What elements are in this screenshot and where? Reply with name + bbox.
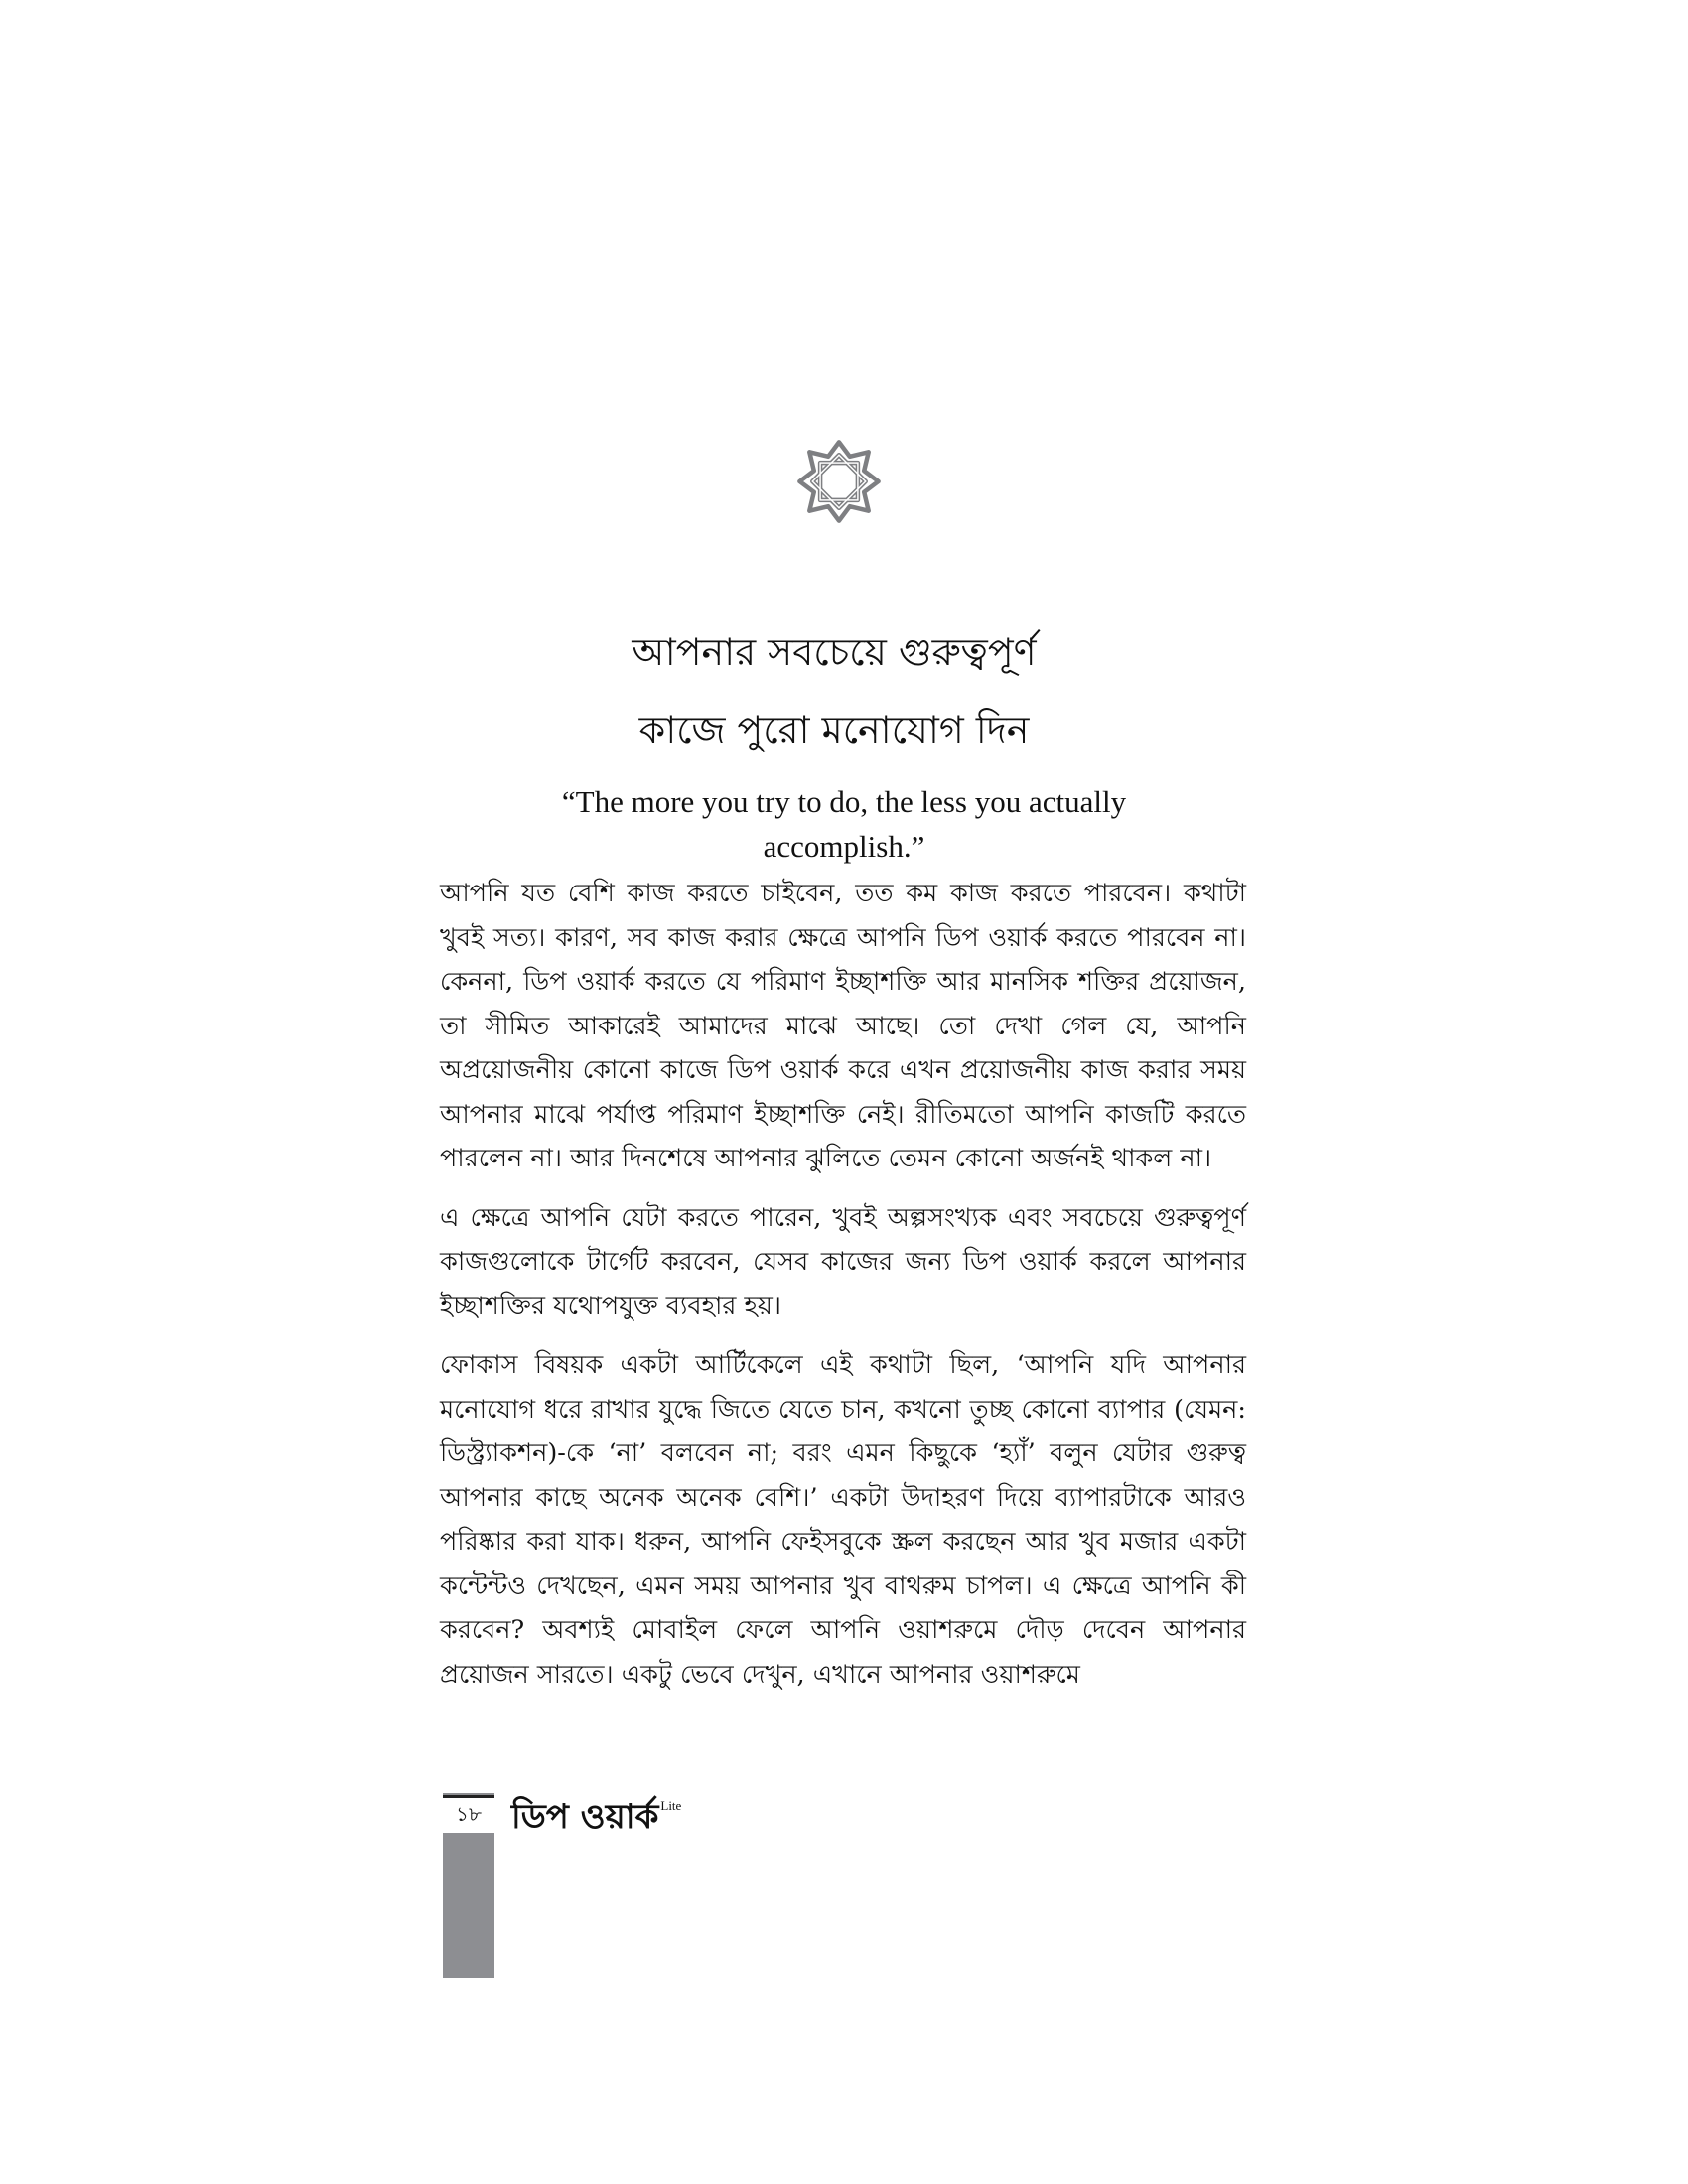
book-title-superscript: Lite — [660, 1798, 682, 1813]
book-title-text: ডিপ ওয়ার্ক — [511, 1797, 659, 1837]
chapter-title-line-1: আপনার সবচেয়ে গুরুত্বপূর্ণ — [632, 630, 1037, 674]
body-text — [440, 872, 1246, 1711]
paragraph: ফোকাস বিষয়ক একটা আর্টিকেলে এই কথাটা ছিল, ‘আপনি যদি আপনার মনোযোগ ধরে রাখার যুদ্ধে জিতে যেতে চান, কখনো তুচ্ছ কোনো ব্যাপার (যেমন: ডিস্ট্র্যাকশন)-কে ‘না’ বলবেন না; বরং এমন কিছুকে ‘হ্যাঁ’ বলুন যেটার গুরুত্ব আপনার কাছে অনেক অনেক বেশি।’ একটা উদাহরণ দিয়ে ব্যাপারটাকে আরও পরিষ্কার করা যাক। ধরুন, আপনি ফেইসবুকে স্ক্রল করছেন আর খুব মজার একটা কন্টেন্টও দেখছেন, এমন সময় আপনার খুব বাথরুম চাপল। এ ক্ষেত্রে আপনি কী করবেন? অবশ্যই মোবাইল ফেলে আপনি ওয়াশরুমে দৌড় দেবেন আপনার প্রয়োজন সারতে। একটু ভেবে দেখুন, এখানে আপনার ওয়াশরুমে — [440, 1350, 1246, 1690]
page-number: ১৮ — [443, 1795, 494, 1833]
paragraph: আপনি যত বেশি কাজ করতে চাইবেন, তত কম কাজ করতে পারবেন। কথাটা খুবই সত্য। কারণ, সব কাজ করার ক্ষেত্রে আপনি ডিপ ওয়ার্ক করতে পারবেন না। কেননা, ডিপ ওয়ার্ক করতে যে পরিমাণ ইচ্ছাশক্তি আর মানসিক শক্তির প্রয়োজন, তা সীমিত আকারেই আমাদের মাঝে আছে। তো দেখা গেল যে, আপনি অপ্রয়োজনীয় কোনো কাজে ডিপ ওয়ার্ক করে এখন প্রয়োজনীয় কাজ করার সময় আপনার মাঝে পর্যাপ্ত পরিমাণ ইচ্ছাশক্তি নেই। রীতিমতো আপনি কাজটি করতে পারলেন না। আর দিনশেষে আপনার ঝুলিতে তেমন কোনো অর্জনই থাকল না। — [440, 879, 1246, 1173]
running-book-title — [511, 1791, 681, 1847]
paragraph: এ ক্ষেত্রে আপনি যেটা করতে পারেন, খুবই অল্পসংখ্যক এবং সবচেয়ে গুরুত্বপূর্ণ কাজগুলোকে টার্গেট করবেন, যেসব কাজের জন্য ডিপ ওয়ার্ক করলে আপনার ইচ্ছাশক্তির যথোপযুক্ত ব্যবহার হয়। — [440, 1202, 1246, 1321]
chapter-title-line-2: কাজে পুরো মনোযোগ দিন — [638, 708, 1030, 751]
chapter-title — [437, 614, 1231, 768]
octagonal-star-knot-icon — [794, 437, 884, 526]
epigraph-quote: “The more you try to do, the less you actually accomplish.” — [561, 784, 1127, 864]
